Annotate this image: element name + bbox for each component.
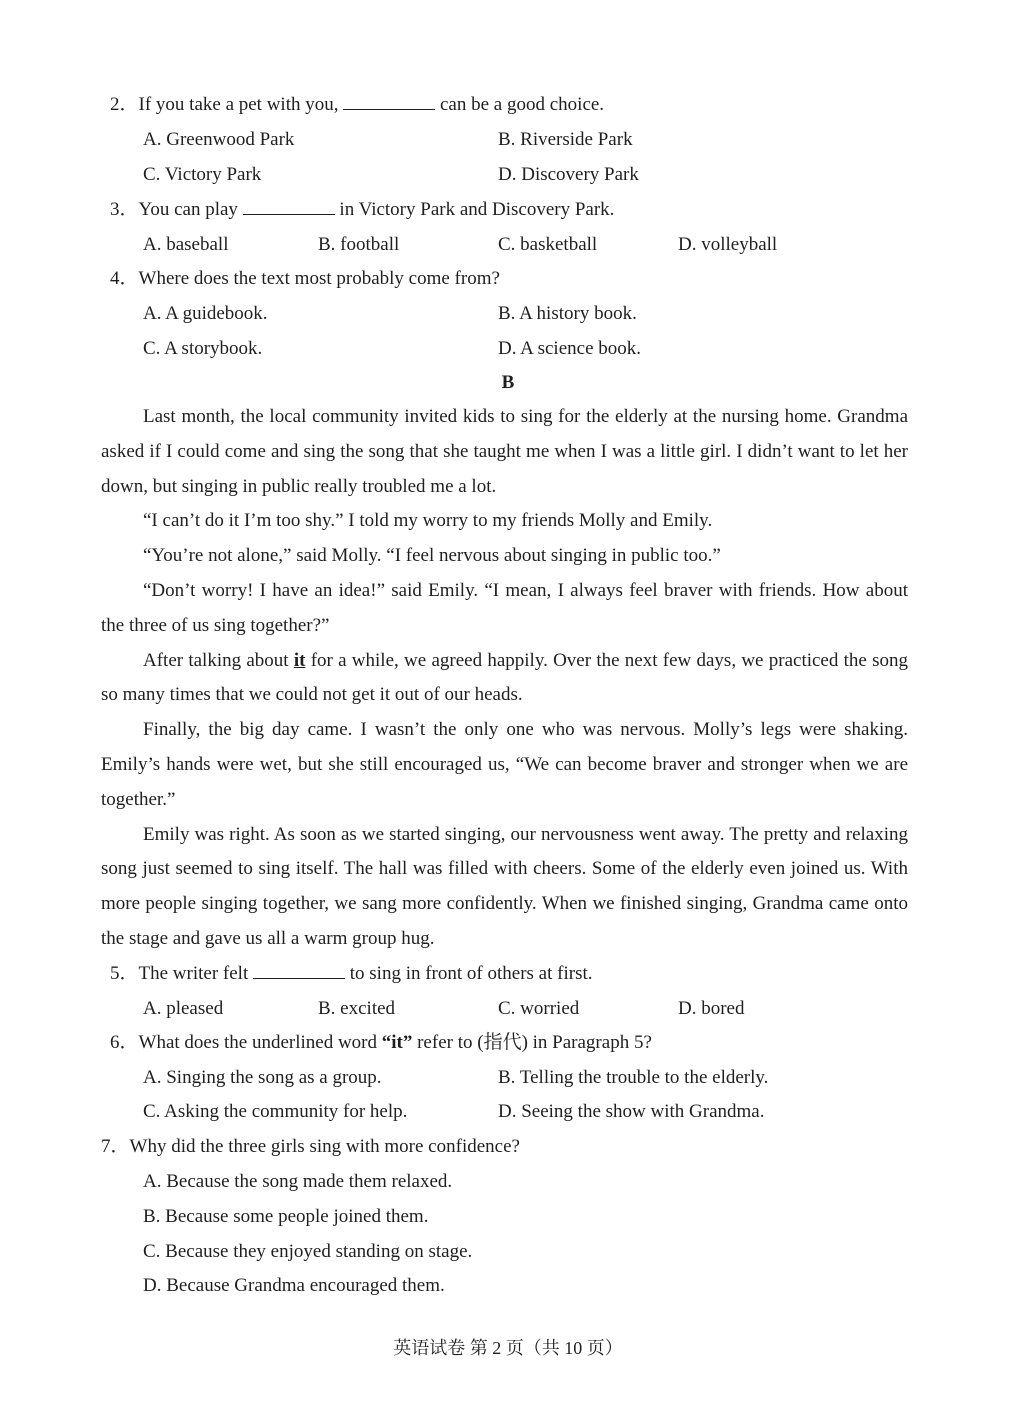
option-c: C. A storybook.	[143, 338, 263, 359]
question-5-stem	[110, 961, 593, 987]
paragraph-3: “You’re not alone,” said Molly. “I feel nervous about singing in public too.”	[143, 545, 721, 567]
paragraph-7: Emily was right. As soon as we started singing, our nervousness went away. The pretty and relaxing song just seemed to sing itself. The hall was filled with cheers. Some of the elderly even joined us. With more people singing together, we sang more confidently. When we finished singing, Grandma came onto the stage and gave us all a warm group hug.	[101, 823, 908, 949]
question-text: What does the underlined word	[138, 1032, 382, 1053]
question-text: in Victory Park and Discovery Park.	[334, 199, 615, 220]
question-2-stem	[110, 92, 604, 118]
paragraph-4: “Don’t worry! I have an idea!” said Emily. “I mean, I always feel braver with friends. How about the three of us sing together?”	[101, 579, 908, 636]
option-d: D. Seeing the show with Grandma.	[498, 1101, 765, 1122]
paragraph-text: for a while, we agreed happily. Over the next few days, we practiced the song so many times that we could not get it out of our heads.	[101, 649, 908, 706]
question-text: If you take a pet with you,	[138, 94, 344, 115]
quoted-word: “it”	[381, 1032, 413, 1053]
paragraph-5	[101, 644, 908, 714]
option-a: A. Greenwood Park	[143, 129, 295, 150]
reading-passage	[101, 400, 908, 957]
question-text: can be a good choice.	[435, 94, 605, 115]
question-text: The writer felt	[138, 963, 253, 984]
section-heading: B	[501, 372, 515, 393]
option-d: D. Discovery Park	[498, 164, 639, 185]
paragraph-6: Finally, the big day came. I wasn’t the only one who was nervous. Molly’s legs were shaking. Emily’s hands were wet, but she still encouraged us, “We can become braver and stronger when we are together.”	[101, 719, 908, 810]
question-number: 5．	[110, 963, 139, 984]
question-text: refer to (指代) in Paragraph 5?	[412, 1032, 652, 1053]
option-c: C. worried	[498, 998, 580, 1019]
option-b: B. Telling the trouble to the elderly.	[498, 1067, 769, 1088]
page-footer: 英语试卷 第 2 页（共 10 页）	[393, 1338, 623, 1358]
answer-blank	[243, 200, 335, 215]
option-d: D. volleyball	[678, 234, 778, 255]
question-number: 2．	[110, 94, 139, 115]
question-number: 4．	[110, 268, 139, 289]
question-6-stem	[110, 1030, 652, 1056]
option-b: B. excited	[318, 998, 396, 1019]
option-c: C. basketball	[498, 234, 598, 255]
option-c: C. Asking the community for help.	[143, 1101, 408, 1122]
option-a: A. Because the song made them relaxed.	[143, 1171, 453, 1192]
option-a: A. Singing the song as a group.	[143, 1067, 382, 1088]
question-text: You can play	[138, 199, 243, 220]
question-text: Where does the text most probably come from?	[138, 268, 500, 289]
question-number: 6．	[110, 1032, 139, 1053]
answer-blank	[253, 964, 345, 979]
question-7-stem	[101, 1134, 520, 1160]
option-c: C. Victory Park	[143, 164, 262, 185]
option-b: B. Because some people joined them.	[143, 1206, 429, 1227]
option-d: D. bored	[678, 998, 745, 1019]
option-c: C. Because they enjoyed standing on stage.	[143, 1241, 473, 1262]
option-d: D. A science book.	[498, 338, 642, 359]
paragraph-text: After talking about	[143, 649, 294, 671]
option-a: A. baseball	[143, 234, 229, 255]
question-3-stem	[110, 197, 614, 223]
option-b: B. football	[318, 234, 400, 255]
option-a: A. pleased	[143, 998, 224, 1019]
paragraph-1: Last month, the local community invited kids to sing for the elderly at the nursing home. Grandma asked if I could come and sing the song that she taught me when I was a little girl. I didn’t want to let her down, but singing in public really troubled me a lot.	[101, 406, 908, 497]
option-b: B. Riverside Park	[498, 129, 633, 150]
question-number: 7．	[101, 1136, 130, 1157]
paragraph-2: “I can’t do it I’m too shy.” I told my worry to my friends Molly and Emily.	[143, 510, 713, 532]
question-text: to sing in front of others at first.	[345, 963, 593, 984]
option-d: D. Because Grandma encouraged them.	[143, 1275, 445, 1296]
underlined-word: it	[293, 649, 306, 671]
option-b: B. A history book.	[498, 303, 637, 324]
question-text: Why did the three girls sing with more confidence?	[129, 1136, 520, 1157]
answer-blank	[343, 95, 435, 110]
option-a: A. A guidebook.	[143, 303, 268, 324]
question-4-stem	[110, 266, 500, 292]
question-number: 3．	[110, 199, 139, 220]
